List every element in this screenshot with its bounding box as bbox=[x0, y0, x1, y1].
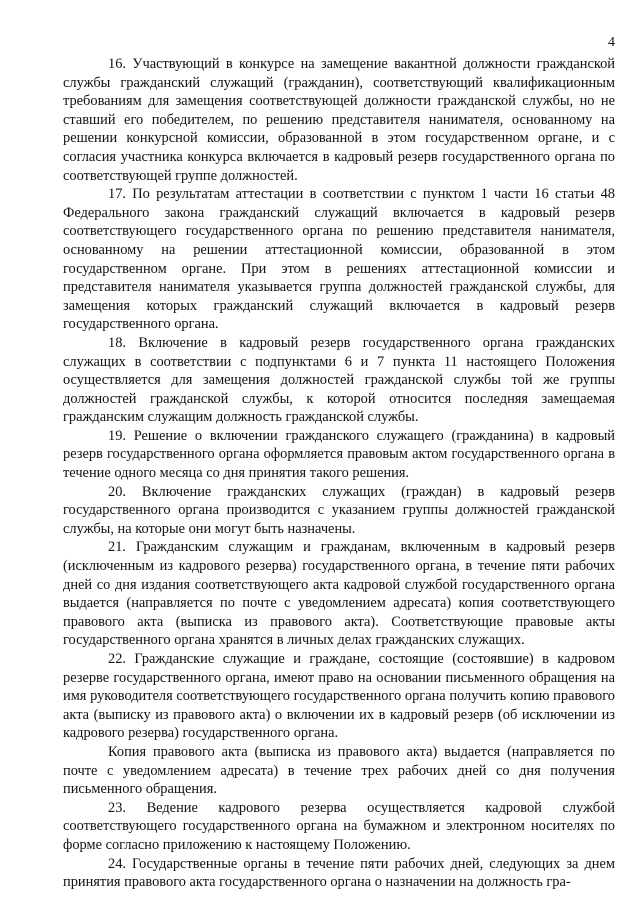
paragraph-19: 19. Решение о включении гражданского служащего (гражданина) в кадровый резерв государственного органа оформляется правовым актом государственного органа в течение одного месяца со дня принятия такого решения. bbox=[63, 427, 615, 482]
paragraph-23: 23. Ведение кадрового резерва осуществляется кадровой службой соответствующего государственного органа на бумажном и электронном носителях по форме согласно приложению к настоящему Положению. bbox=[63, 799, 615, 853]
paragraph-16: 16. Участвующий в конкурсе на замещение вакантной должности гражданской службы гражданский служащий (гражданин), соответствующий квалификационным требованиям для замещения соответствующей должности гражданской службы, но не ставший его победителем, по решению представителя нанимателя, основанному на решении конкурсной комиссии, образованной в этом государственном органе, и с согласия участника конкурса включается в кадровый резерв государственного органа по соответствующей группе должностей. bbox=[63, 56, 615, 184]
page-number: 4 bbox=[608, 35, 615, 50]
paragraph-22: 22. Гражданские служащие и граждане, состоящие (состоявшие) в кадровом резерве государственного органа, имеют право на основании письменного обращения на имя руководителя соответствующего государственного органа получить копию правового акта (выписку из правового акта) о включении их в кадровый резерв (об исключении из кадрового резерва) государственного органа. bbox=[63, 651, 615, 742]
paragraph-17: 17. По результатам аттестации в соответствии с пунктом 1 части 16 статьи 48 Федерального закона гражданский служащий включается в кадровый резерв соответствующего государственного органа по решению представителя нанимателя, основанному на решении аттестационной комиссии, образованной в этом государственном органе. При этом в решениях аттестационной комиссии и представителя нанимателя указывается группа должностей гражданской службы, для замещения которых гражданский служащий включается в кадровый резерв государственного органа. bbox=[63, 186, 615, 333]
paragraph-21: 21. Гражданским служащим и гражданам, включенным в кадровый резерв (исключенным из кадрового резерва) государственного органа, в течение пяти рабочих дней со дня издания соответствующего акта кадровой службой государственного органа выдается (направляется по почте с уведомлением адресата) копия соответствующего правового акта (выписка из правового акта). Соответствующие правовые акты государственного органа хранятся в личных делах гражданских служащих. bbox=[63, 539, 615, 649]
paragraph-24: 24. Государственные органы в течение пяти рабочих дней, следующих за днем принятия правового акта государственного органа о назначении на должность гра- bbox=[63, 855, 615, 891]
paragraph-22-copy-note: Копия правового акта (выписка из правового акта) выдается (направляется по почте с уведомлением адресата) в течение трех рабочих дней со дня получения письменного обращения. bbox=[63, 743, 615, 798]
paragraph-20: 20. Включение гражданских служащих (граждан) в кадровый резерв государственного органа производится с указанием группы должностей гражданской службы, на которые они могут быть назначены. bbox=[63, 483, 615, 537]
paragraph-18: 18. Включение в кадровый резерв государственного органа гражданских служащих в соответствии с подпунктами 6 и 7 пункта 11 настоящего Положения осуществляется для замещения должностей гражданской службы той же группы должностей гражданской службы, к которой относится последняя замещаемая гражданским служащим должность гражданской службы. bbox=[63, 334, 615, 426]
